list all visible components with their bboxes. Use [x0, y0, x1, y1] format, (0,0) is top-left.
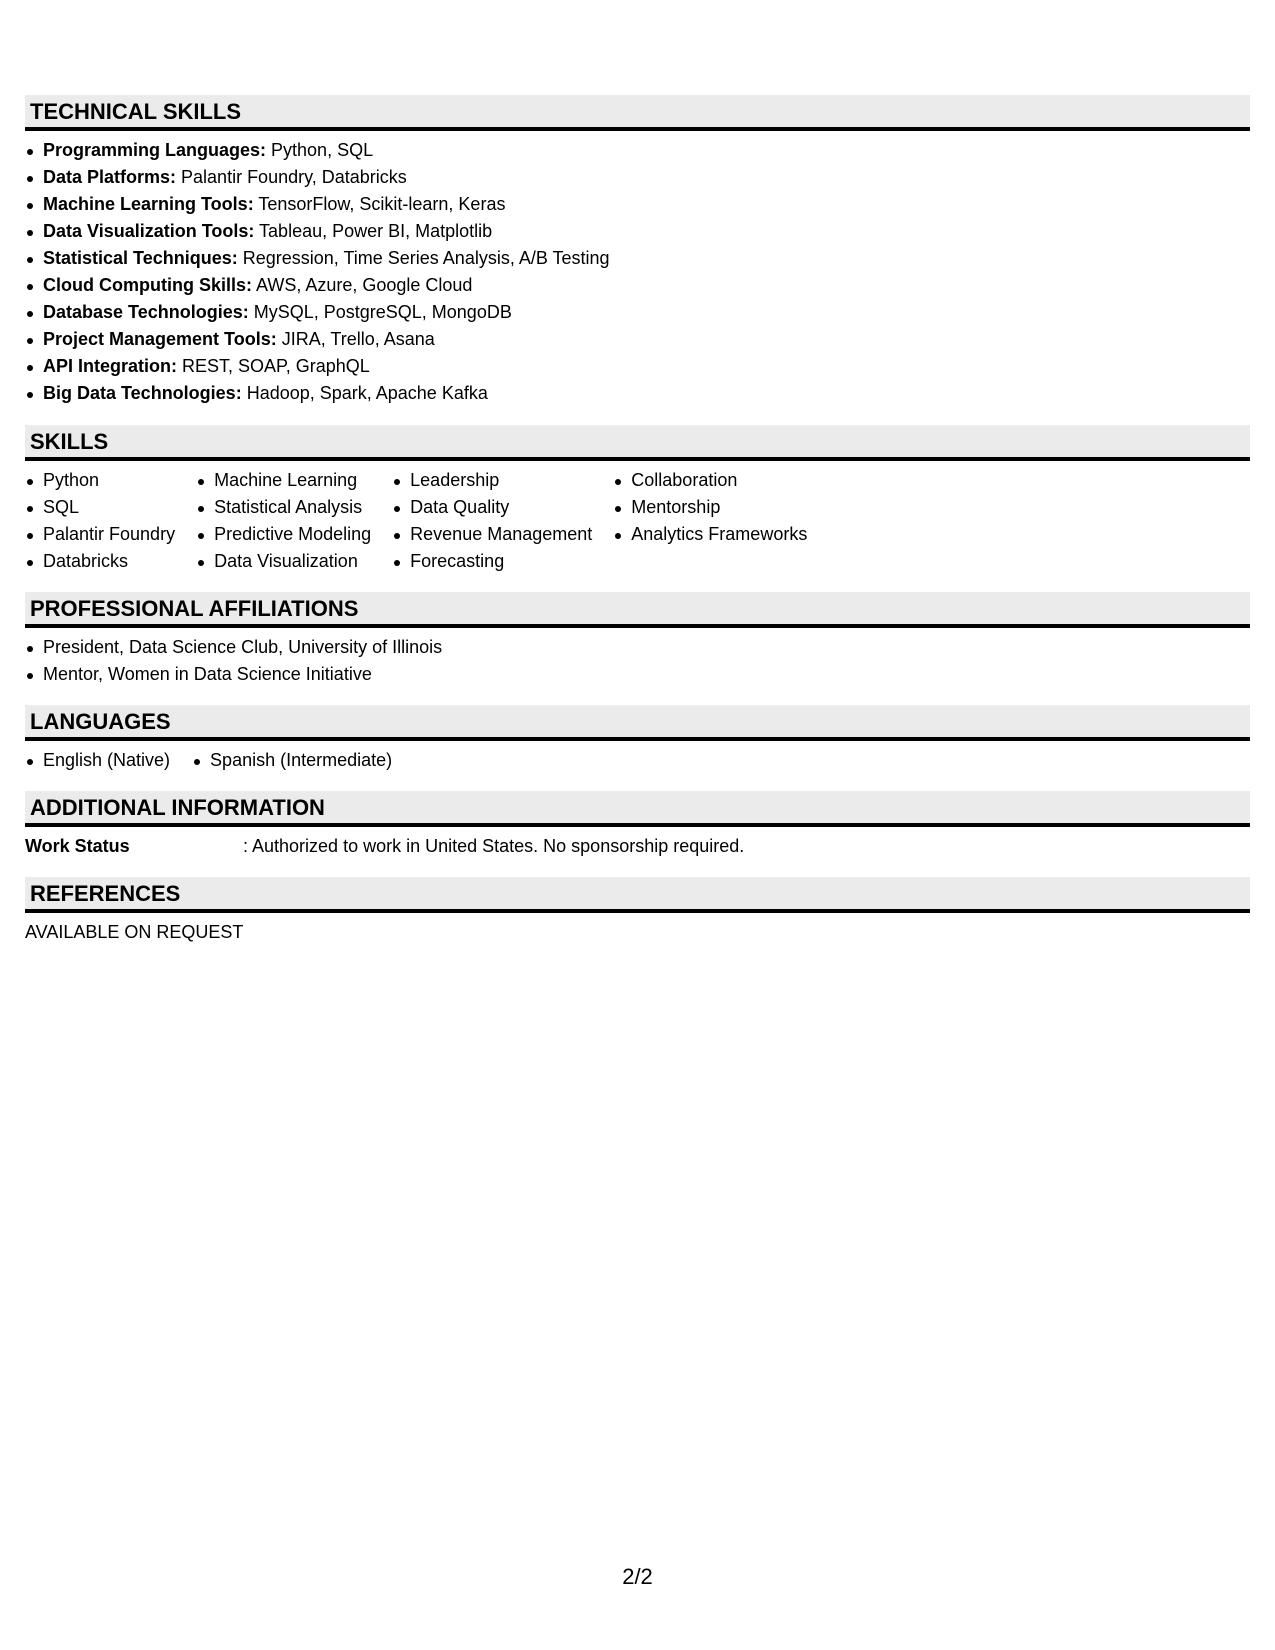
- list-item: [25, 137, 1250, 164]
- list-item: [25, 245, 1250, 272]
- list-item: Machine Learning: [196, 467, 371, 494]
- skill-category-value: AWS, Azure, Google Cloud: [252, 275, 473, 295]
- languages-header: [25, 705, 1250, 741]
- skills-column-1: [25, 467, 175, 575]
- work-status-value: : Authorized to work in United States. No sponsorship required.: [243, 836, 745, 856]
- references-title: REFERENCES: [30, 881, 181, 906]
- skill-category-value: JIRA, Trello, Asana: [276, 329, 435, 349]
- list-item: Mentorship: [613, 494, 807, 521]
- skill-category-value: Palantir Foundry, Databricks: [176, 167, 407, 187]
- references-text: AVAILABLE ON REQUEST: [25, 922, 244, 942]
- skill-category-label: Machine Learning Tools:: [43, 194, 254, 214]
- languages-title: LANGUAGES: [30, 709, 171, 734]
- list-item: Data Quality: [392, 494, 592, 521]
- skill-category-label: Project Management Tools:: [43, 329, 277, 349]
- affiliations-title: PROFESSIONAL AFFILIATIONS: [30, 596, 359, 621]
- list-item: [25, 326, 1250, 353]
- skills-header: [25, 425, 1250, 461]
- affiliations-header: [25, 592, 1250, 628]
- skill-category-value: Python, SQL: [266, 140, 374, 160]
- list-item: Python: [25, 467, 175, 494]
- list-item: Palantir Foundry: [25, 521, 175, 548]
- list-item: English (Native): [25, 747, 170, 774]
- list-item: Spanish (Intermediate): [192, 747, 392, 774]
- skill-category-label: Big Data Technologies:: [43, 383, 242, 403]
- skill-category-value: MySQL, PostgreSQL, MongoDB: [248, 302, 512, 322]
- skill-category-label: API Integration:: [43, 356, 177, 376]
- skill-category-value: TensorFlow, Scikit-learn, Keras: [253, 194, 506, 214]
- skill-category-value: REST, SOAP, GraphQL: [177, 356, 370, 376]
- skills-column-4: [613, 467, 807, 575]
- additional-info-header: [25, 791, 1250, 827]
- list-item: Mentor, Women in Data Science Initiative: [25, 661, 1250, 688]
- references-section: [25, 877, 1250, 946]
- list-item: Predictive Modeling: [196, 521, 371, 548]
- references-header: [25, 877, 1250, 913]
- list-item: Forecasting: [392, 548, 592, 575]
- additional-info-section: [25, 791, 1250, 877]
- page-number: 2/2: [622, 1564, 653, 1589]
- list-item: [25, 218, 1250, 245]
- skill-category-label: Data Platforms:: [43, 167, 177, 187]
- list-item: SQL: [25, 494, 175, 521]
- list-item: [25, 191, 1250, 218]
- technical-skills-title: TECHNICAL SKILLS: [30, 99, 242, 124]
- skill-category-label: Statistical Techniques:: [43, 248, 238, 268]
- skill-category-label: Cloud Computing Skills:: [43, 275, 252, 295]
- work-status-label: Work Status: [25, 836, 130, 856]
- list-item: Revenue Management: [392, 521, 592, 548]
- skills-column-3: [392, 467, 592, 575]
- languages-list: [25, 741, 1250, 791]
- technical-skills-list: [25, 131, 1250, 425]
- list-item: Databricks: [25, 548, 175, 575]
- skills-grid: [25, 461, 1250, 592]
- technical-skills-section: [25, 95, 1250, 425]
- list-item: [25, 353, 1250, 380]
- skill-category-label: Data Visualization Tools:: [43, 221, 255, 241]
- list-item: [25, 272, 1250, 299]
- skill-category-label: Programming Languages:: [43, 140, 267, 160]
- resume-page: [25, 95, 1250, 946]
- list-item: Analytics Frameworks: [613, 521, 807, 548]
- additional-info-title: ADDITIONAL INFORMATION: [30, 795, 325, 820]
- list-item: [25, 299, 1250, 326]
- skill-category-value: Tableau, Power BI, Matplotlib: [254, 221, 493, 241]
- skill-category-label: Database Technologies:: [43, 302, 249, 322]
- list-item: [25, 164, 1250, 191]
- list-item: Leadership: [392, 467, 592, 494]
- skill-category-value: Hadoop, Spark, Apache Kafka: [241, 383, 488, 403]
- list-item: Data Visualization: [196, 548, 371, 575]
- skills-title: SKILLS: [30, 429, 109, 454]
- list-item: President, Data Science Club, University of Illinois: [25, 634, 1250, 661]
- skills-column-2: [196, 467, 371, 575]
- technical-skills-header: [25, 95, 1250, 131]
- list-item: Statistical Analysis: [196, 494, 371, 521]
- skills-section: [25, 425, 1250, 592]
- list-item: [25, 380, 1250, 407]
- affiliations-section: [25, 592, 1250, 705]
- affiliations-list: [25, 628, 1250, 705]
- work-status-row: [25, 827, 1250, 877]
- list-item: Collaboration: [613, 467, 807, 494]
- skill-category-value: Regression, Time Series Analysis, A/B Testing: [237, 248, 610, 268]
- languages-section: [25, 705, 1250, 791]
